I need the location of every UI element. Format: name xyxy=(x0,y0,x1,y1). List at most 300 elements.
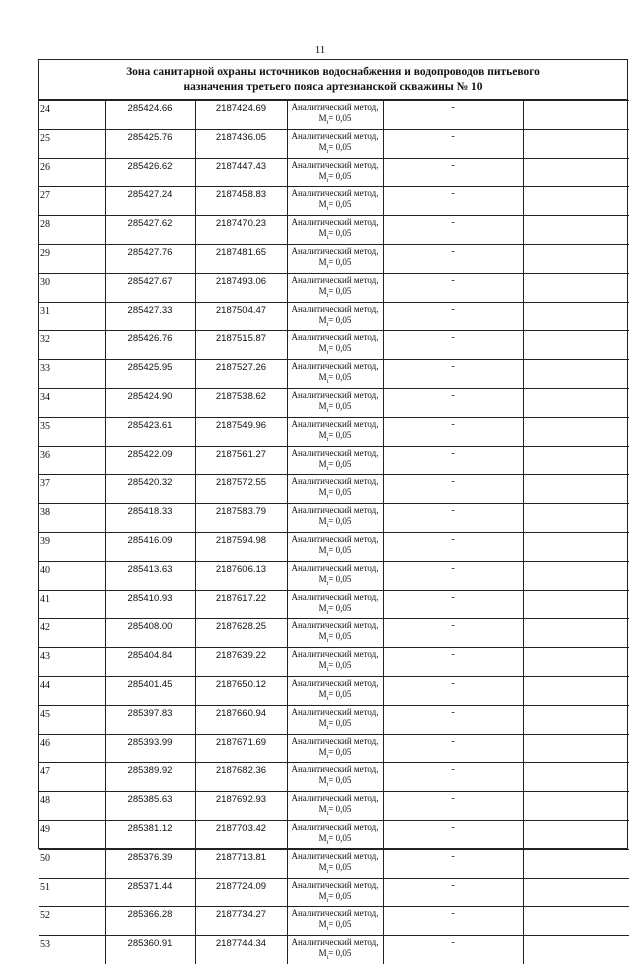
method-label: Аналитический метод, xyxy=(291,130,379,141)
accuracy-label xyxy=(288,401,383,417)
accuracy-symbol: M xyxy=(318,832,327,843)
accuracy-subscript: t xyxy=(326,292,329,299)
empty-cell xyxy=(523,302,629,331)
accuracy-label xyxy=(288,286,383,302)
accuracy-symbol: M xyxy=(318,890,327,901)
method-cell xyxy=(287,532,383,561)
coordinate-x: 285427.62 xyxy=(105,216,195,245)
accuracy-symbol: M xyxy=(318,631,327,642)
note-cell: - xyxy=(383,734,523,763)
empty-cell xyxy=(523,417,629,446)
point-number: 27 xyxy=(39,187,105,216)
method-label: Аналитический метод, xyxy=(291,332,379,343)
note-cell: - xyxy=(383,158,523,187)
accuracy-value: = 0,05 xyxy=(328,458,352,469)
accuracy-subscript: t xyxy=(326,695,329,702)
coordinate-x: 285422.09 xyxy=(105,446,195,475)
accuracy-value: = 0,05 xyxy=(328,314,352,325)
note-cell: - xyxy=(383,936,523,964)
title-line-1: Зона санитарной охраны источников водоснабжения и водопроводов питьевого xyxy=(126,66,540,78)
accuracy-subscript: t xyxy=(326,494,329,501)
accuracy-subscript: t xyxy=(326,436,329,443)
note-cell: - xyxy=(383,561,523,590)
method-label: Аналитический метод, xyxy=(291,389,379,400)
accuracy-symbol: M xyxy=(318,516,327,527)
accuracy-value: = 0,05 xyxy=(328,948,352,959)
accuracy-label xyxy=(288,574,383,590)
note-cell: - xyxy=(383,763,523,792)
method-cell xyxy=(287,244,383,273)
note-cell: - xyxy=(383,705,523,734)
coordinate-x: 285425.95 xyxy=(105,360,195,389)
accuracy-label xyxy=(288,891,383,907)
point-number: 28 xyxy=(39,216,105,245)
point-number: 39 xyxy=(39,532,105,561)
accuracy-label xyxy=(288,689,383,705)
method-label: Аналитический метод, xyxy=(291,879,379,890)
coordinate-x: 285404.84 xyxy=(105,648,195,677)
accuracy-subscript: t xyxy=(326,148,329,155)
table-row xyxy=(39,360,629,389)
accuracy-symbol: M xyxy=(318,775,327,786)
coordinate-y: 2187481.65 xyxy=(195,244,287,273)
method-cell xyxy=(287,302,383,331)
accuracy-symbol: M xyxy=(318,199,327,210)
table-row xyxy=(39,936,629,964)
point-number: 36 xyxy=(39,446,105,475)
coordinate-x: 285366.28 xyxy=(105,907,195,936)
method-label: Аналитический метод, xyxy=(291,476,379,487)
point-number: 53 xyxy=(39,936,105,964)
coordinate-y: 2187447.43 xyxy=(195,158,287,187)
point-number: 31 xyxy=(39,302,105,331)
empty-cell xyxy=(523,619,629,648)
coordinate-y: 2187713.81 xyxy=(195,849,287,878)
accuracy-value: = 0,05 xyxy=(328,688,352,699)
table-row xyxy=(39,273,629,302)
coordinate-y: 2187724.09 xyxy=(195,878,287,907)
table-row xyxy=(39,187,629,216)
method-cell xyxy=(287,619,383,648)
accuracy-label xyxy=(288,718,383,734)
table-row xyxy=(39,302,629,331)
coordinate-x: 285418.33 xyxy=(105,504,195,533)
accuracy-value: = 0,05 xyxy=(328,832,352,843)
empty-cell xyxy=(523,273,629,302)
coordinate-y: 2187639.22 xyxy=(195,648,287,677)
accuracy-value: = 0,05 xyxy=(328,516,352,527)
point-number: 37 xyxy=(39,475,105,504)
coordinate-x: 285427.33 xyxy=(105,302,195,331)
accuracy-label xyxy=(288,459,383,475)
coordinate-y: 2187424.69 xyxy=(195,101,287,130)
accuracy-label xyxy=(288,228,383,244)
table-row xyxy=(39,417,629,446)
note-cell: - xyxy=(383,417,523,446)
table-row xyxy=(39,216,629,245)
coordinate-y: 2187682.36 xyxy=(195,763,287,792)
method-label: Аналитический метод, xyxy=(291,735,379,746)
table-row xyxy=(39,446,629,475)
empty-cell xyxy=(523,936,629,964)
empty-cell xyxy=(523,907,629,936)
empty-cell xyxy=(523,129,629,158)
note-cell: - xyxy=(383,129,523,158)
method-label: Аналитический метод, xyxy=(291,850,379,861)
accuracy-subscript: t xyxy=(326,868,329,875)
accuracy-value: = 0,05 xyxy=(328,400,352,411)
method-label: Аналитический метод, xyxy=(291,591,379,602)
table-row xyxy=(39,388,629,417)
table-row xyxy=(39,763,629,792)
table-row xyxy=(39,532,629,561)
method-cell xyxy=(287,331,383,360)
accuracy-label xyxy=(288,603,383,619)
accuracy-value: = 0,05 xyxy=(328,199,352,210)
accuracy-subscript: t xyxy=(326,522,329,529)
empty-cell xyxy=(523,532,629,561)
table-row xyxy=(39,504,629,533)
empty-cell xyxy=(523,648,629,677)
accuracy-value: = 0,05 xyxy=(328,602,352,613)
method-label: Аналитический метод, xyxy=(291,764,379,775)
accuracy-symbol: M xyxy=(318,919,327,930)
accuracy-subscript: t xyxy=(326,666,329,673)
point-number: 32 xyxy=(39,331,105,360)
empty-cell xyxy=(523,504,629,533)
note-cell: - xyxy=(383,878,523,907)
method-label: Аналитический метод, xyxy=(291,245,379,256)
accuracy-subscript: t xyxy=(326,810,329,817)
accuracy-label xyxy=(288,804,383,820)
accuracy-value: = 0,05 xyxy=(328,775,352,786)
coordinate-y: 2187703.42 xyxy=(195,820,287,849)
note-cell: - xyxy=(383,244,523,273)
accuracy-symbol: M xyxy=(318,804,327,815)
accuracy-symbol: M xyxy=(318,458,327,469)
accuracy-value: = 0,05 xyxy=(328,343,352,354)
accuracy-label xyxy=(288,948,383,964)
title-line-2: назначения третьего пояса артезианской скважины № 10 xyxy=(183,81,483,93)
accuracy-label xyxy=(288,430,383,446)
accuracy-subscript: t xyxy=(326,580,329,587)
point-number: 34 xyxy=(39,388,105,417)
method-label: Аналитический метод, xyxy=(291,677,379,688)
method-label: Аналитический метод, xyxy=(291,937,379,948)
accuracy-subscript: t xyxy=(326,926,329,933)
note-cell: - xyxy=(383,820,523,849)
coordinates-sheet xyxy=(38,59,628,961)
coordinates-table xyxy=(39,100,629,964)
table-row xyxy=(39,619,629,648)
empty-cell xyxy=(523,187,629,216)
table-row xyxy=(39,561,629,590)
note-cell: - xyxy=(383,619,523,648)
accuracy-symbol: M xyxy=(318,429,327,440)
coordinate-x: 285416.09 xyxy=(105,532,195,561)
accuracy-subscript: t xyxy=(326,551,329,558)
method-cell xyxy=(287,475,383,504)
coordinate-y: 2187493.06 xyxy=(195,273,287,302)
point-number: 40 xyxy=(39,561,105,590)
table-row xyxy=(39,676,629,705)
coordinates-table-body xyxy=(39,101,629,964)
accuracy-value: = 0,05 xyxy=(328,660,352,671)
coordinate-y: 2187583.79 xyxy=(195,504,287,533)
coordinate-y: 2187617.22 xyxy=(195,590,287,619)
empty-cell xyxy=(523,331,629,360)
method-cell xyxy=(287,648,383,677)
coordinate-y: 2187734.27 xyxy=(195,907,287,936)
method-cell xyxy=(287,561,383,590)
point-number: 26 xyxy=(39,158,105,187)
accuracy-subscript: t xyxy=(326,378,329,385)
coordinate-y: 2187538.62 xyxy=(195,388,287,417)
point-number: 44 xyxy=(39,676,105,705)
table-row xyxy=(39,849,629,878)
method-cell xyxy=(287,734,383,763)
coordinate-x: 285426.62 xyxy=(105,158,195,187)
accuracy-label xyxy=(288,775,383,791)
accuracy-label xyxy=(288,660,383,676)
method-cell xyxy=(287,590,383,619)
accuracy-value: = 0,05 xyxy=(328,170,352,181)
accuracy-symbol: M xyxy=(318,602,327,613)
accuracy-subscript: t xyxy=(326,954,329,961)
accuracy-value: = 0,05 xyxy=(328,285,352,296)
accuracy-symbol: M xyxy=(318,256,327,267)
accuracy-subscript: t xyxy=(326,206,329,213)
coordinate-x: 285389.92 xyxy=(105,763,195,792)
accuracy-value: = 0,05 xyxy=(328,429,352,440)
accuracy-symbol: M xyxy=(318,861,327,872)
accuracy-subscript: t xyxy=(326,263,329,270)
accuracy-subscript: t xyxy=(326,839,329,846)
method-label: Аналитический метод, xyxy=(291,562,379,573)
table-row xyxy=(39,475,629,504)
accuracy-symbol: M xyxy=(318,717,327,728)
point-number: 51 xyxy=(39,878,105,907)
accuracy-label xyxy=(288,315,383,331)
empty-cell xyxy=(523,158,629,187)
accuracy-subscript: t xyxy=(326,407,329,414)
accuracy-label xyxy=(288,372,383,388)
accuracy-value: = 0,05 xyxy=(328,631,352,642)
method-label: Аналитический метод, xyxy=(291,649,379,660)
point-number: 48 xyxy=(39,792,105,821)
accuracy-subscript: t xyxy=(326,465,329,472)
accuracy-value: = 0,05 xyxy=(328,372,352,383)
accuracy-label xyxy=(288,833,383,849)
method-cell xyxy=(287,273,383,302)
method-cell xyxy=(287,388,383,417)
point-number: 41 xyxy=(39,590,105,619)
page-number: 11 xyxy=(314,44,326,56)
point-number: 45 xyxy=(39,705,105,734)
note-cell: - xyxy=(383,532,523,561)
coordinate-x: 285381.12 xyxy=(105,820,195,849)
table-row xyxy=(39,158,629,187)
coordinate-x: 285401.45 xyxy=(105,676,195,705)
note-cell: - xyxy=(383,187,523,216)
note-cell: - xyxy=(383,676,523,705)
accuracy-label xyxy=(288,747,383,763)
accuracy-value: = 0,05 xyxy=(328,487,352,498)
method-cell xyxy=(287,417,383,446)
note-cell: - xyxy=(383,792,523,821)
accuracy-label xyxy=(288,919,383,935)
method-cell xyxy=(287,676,383,705)
method-label: Аналитический метод, xyxy=(291,793,379,804)
coordinate-x: 285424.66 xyxy=(105,101,195,130)
method-label: Аналитический метод, xyxy=(291,361,379,372)
method-cell xyxy=(287,129,383,158)
empty-cell xyxy=(523,705,629,734)
accuracy-label xyxy=(288,516,383,532)
accuracy-value: = 0,05 xyxy=(328,804,352,815)
method-label: Аналитический метод, xyxy=(291,447,379,458)
coordinate-x: 285410.93 xyxy=(105,590,195,619)
table-row xyxy=(39,129,629,158)
accuracy-symbol: M xyxy=(318,314,327,325)
accuracy-subscript: t xyxy=(326,897,329,904)
coordinate-x: 285427.67 xyxy=(105,273,195,302)
point-number: 50 xyxy=(39,849,105,878)
accuracy-symbol: M xyxy=(318,400,327,411)
coordinate-x: 285425.76 xyxy=(105,129,195,158)
note-cell: - xyxy=(383,216,523,245)
note-cell: - xyxy=(383,590,523,619)
coordinate-x: 285385.63 xyxy=(105,792,195,821)
empty-cell xyxy=(523,360,629,389)
accuracy-value: = 0,05 xyxy=(328,890,352,901)
method-cell xyxy=(287,216,383,245)
method-label: Аналитический метод, xyxy=(291,620,379,631)
empty-cell xyxy=(523,878,629,907)
accuracy-symbol: M xyxy=(318,141,327,152)
accuracy-symbol: M xyxy=(318,285,327,296)
coordinate-y: 2187561.27 xyxy=(195,446,287,475)
coordinate-x: 285393.99 xyxy=(105,734,195,763)
accuracy-value: = 0,05 xyxy=(328,919,352,930)
method-cell xyxy=(287,101,383,130)
point-number: 38 xyxy=(39,504,105,533)
point-number: 46 xyxy=(39,734,105,763)
accuracy-symbol: M xyxy=(318,170,327,181)
accuracy-value: = 0,05 xyxy=(328,746,352,757)
accuracy-symbol: M xyxy=(318,343,327,354)
method-label: Аналитический метод, xyxy=(291,505,379,516)
method-label: Аналитический метод, xyxy=(291,908,379,919)
empty-cell xyxy=(523,561,629,590)
note-cell: - xyxy=(383,849,523,878)
coordinate-x: 285397.83 xyxy=(105,705,195,734)
accuracy-value: = 0,05 xyxy=(328,861,352,872)
table-row xyxy=(39,907,629,936)
accuracy-symbol: M xyxy=(318,487,327,498)
table-row xyxy=(39,590,629,619)
coordinate-y: 2187458.83 xyxy=(195,187,287,216)
point-number: 52 xyxy=(39,907,105,936)
coordinate-x: 285360.91 xyxy=(105,936,195,964)
table-row xyxy=(39,792,629,821)
point-number: 33 xyxy=(39,360,105,389)
point-number: 43 xyxy=(39,648,105,677)
accuracy-subscript: t xyxy=(326,321,329,328)
note-cell: - xyxy=(383,101,523,130)
method-cell xyxy=(287,820,383,849)
empty-cell xyxy=(523,820,629,849)
accuracy-symbol: M xyxy=(318,228,327,239)
coordinate-y: 2187671.69 xyxy=(195,734,287,763)
method-cell xyxy=(287,878,383,907)
accuracy-label xyxy=(288,142,383,158)
empty-cell xyxy=(523,244,629,273)
empty-cell xyxy=(523,676,629,705)
coordinate-y: 2187572.55 xyxy=(195,475,287,504)
coordinate-y: 2187527.26 xyxy=(195,360,287,389)
coordinate-y: 2187436.05 xyxy=(195,129,287,158)
method-cell xyxy=(287,936,383,964)
accuracy-subscript: t xyxy=(326,350,329,357)
coordinate-y: 2187470.23 xyxy=(195,216,287,245)
empty-cell xyxy=(523,763,629,792)
coordinate-y: 2187744.34 xyxy=(195,936,287,964)
accuracy-symbol: M xyxy=(318,113,327,123)
method-cell xyxy=(287,907,383,936)
accuracy-subscript: t xyxy=(326,753,329,760)
accuracy-value: = 0,05 xyxy=(328,141,352,152)
accuracy-subscript: t xyxy=(326,724,329,731)
accuracy-subscript: t xyxy=(326,782,329,789)
coordinate-y: 2187549.96 xyxy=(195,417,287,446)
coordinate-x: 285426.76 xyxy=(105,331,195,360)
table-row xyxy=(39,820,629,849)
accuracy-label xyxy=(288,545,383,561)
point-number: 49 xyxy=(39,820,105,849)
method-cell xyxy=(287,360,383,389)
coordinate-x: 285420.32 xyxy=(105,475,195,504)
coordinate-y: 2187515.87 xyxy=(195,331,287,360)
point-number: 29 xyxy=(39,244,105,273)
note-cell: - xyxy=(383,907,523,936)
note-cell: - xyxy=(383,388,523,417)
accuracy-symbol: M xyxy=(318,544,327,555)
coordinate-x: 285413.63 xyxy=(105,561,195,590)
coordinate-y: 2187606.13 xyxy=(195,561,287,590)
coordinate-x: 285371.44 xyxy=(105,878,195,907)
accuracy-subscript: t xyxy=(326,177,329,184)
coordinate-y: 2187692.93 xyxy=(195,792,287,821)
table-row xyxy=(39,244,629,273)
method-cell xyxy=(287,446,383,475)
empty-cell xyxy=(523,590,629,619)
method-label: Аналитический метод, xyxy=(291,159,379,170)
coordinate-y: 2187628.25 xyxy=(195,619,287,648)
coordinate-y: 2187504.47 xyxy=(195,302,287,331)
method-label: Аналитический метод, xyxy=(291,418,379,429)
accuracy-label xyxy=(288,487,383,503)
coordinate-x: 285424.90 xyxy=(105,388,195,417)
method-cell xyxy=(287,849,383,878)
coordinate-x: 285427.76 xyxy=(105,244,195,273)
accuracy-symbol: M xyxy=(318,746,327,757)
method-label: Аналитический метод, xyxy=(291,706,379,717)
point-number: 25 xyxy=(39,129,105,158)
accuracy-label xyxy=(288,631,383,647)
empty-cell xyxy=(523,734,629,763)
accuracy-label xyxy=(288,199,383,215)
